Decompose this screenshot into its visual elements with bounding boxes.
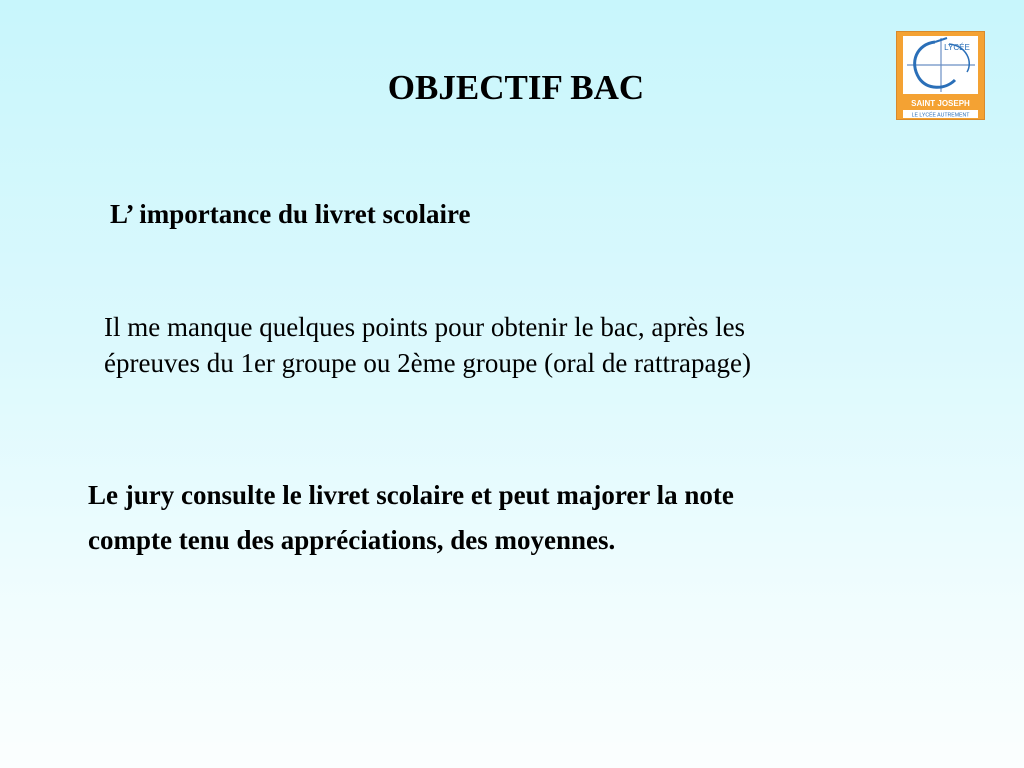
logo-text-main: SAINT JOSEPH	[911, 99, 970, 108]
conclusion-line: Le jury consulte le livret scolaire et peut majorer la note	[88, 480, 734, 510]
body-line: épreuves du 1er groupe ou 2ème groupe (oral de rattrapage)	[104, 348, 751, 378]
body-paragraph	[104, 309, 964, 381]
body-line: Il me manque quelques points pour obtenir le bac, après les	[104, 312, 746, 342]
logo-text-tagline: LE LYCÉE AUTREMENT	[911, 112, 970, 119]
logo-graphic	[897, 32, 984, 119]
slide-title: OBJECTIF BAC	[387, 68, 645, 107]
slide-subtitle: L’ importance du livret scolaire	[110, 199, 471, 229]
lycee-saint-joseph-logo	[896, 31, 985, 120]
conclusion-line: compte tenu des appréciations, des moyennes.	[88, 525, 616, 555]
conclusion-paragraph	[88, 473, 968, 563]
logo-text-top: LYCÉE	[944, 43, 970, 52]
